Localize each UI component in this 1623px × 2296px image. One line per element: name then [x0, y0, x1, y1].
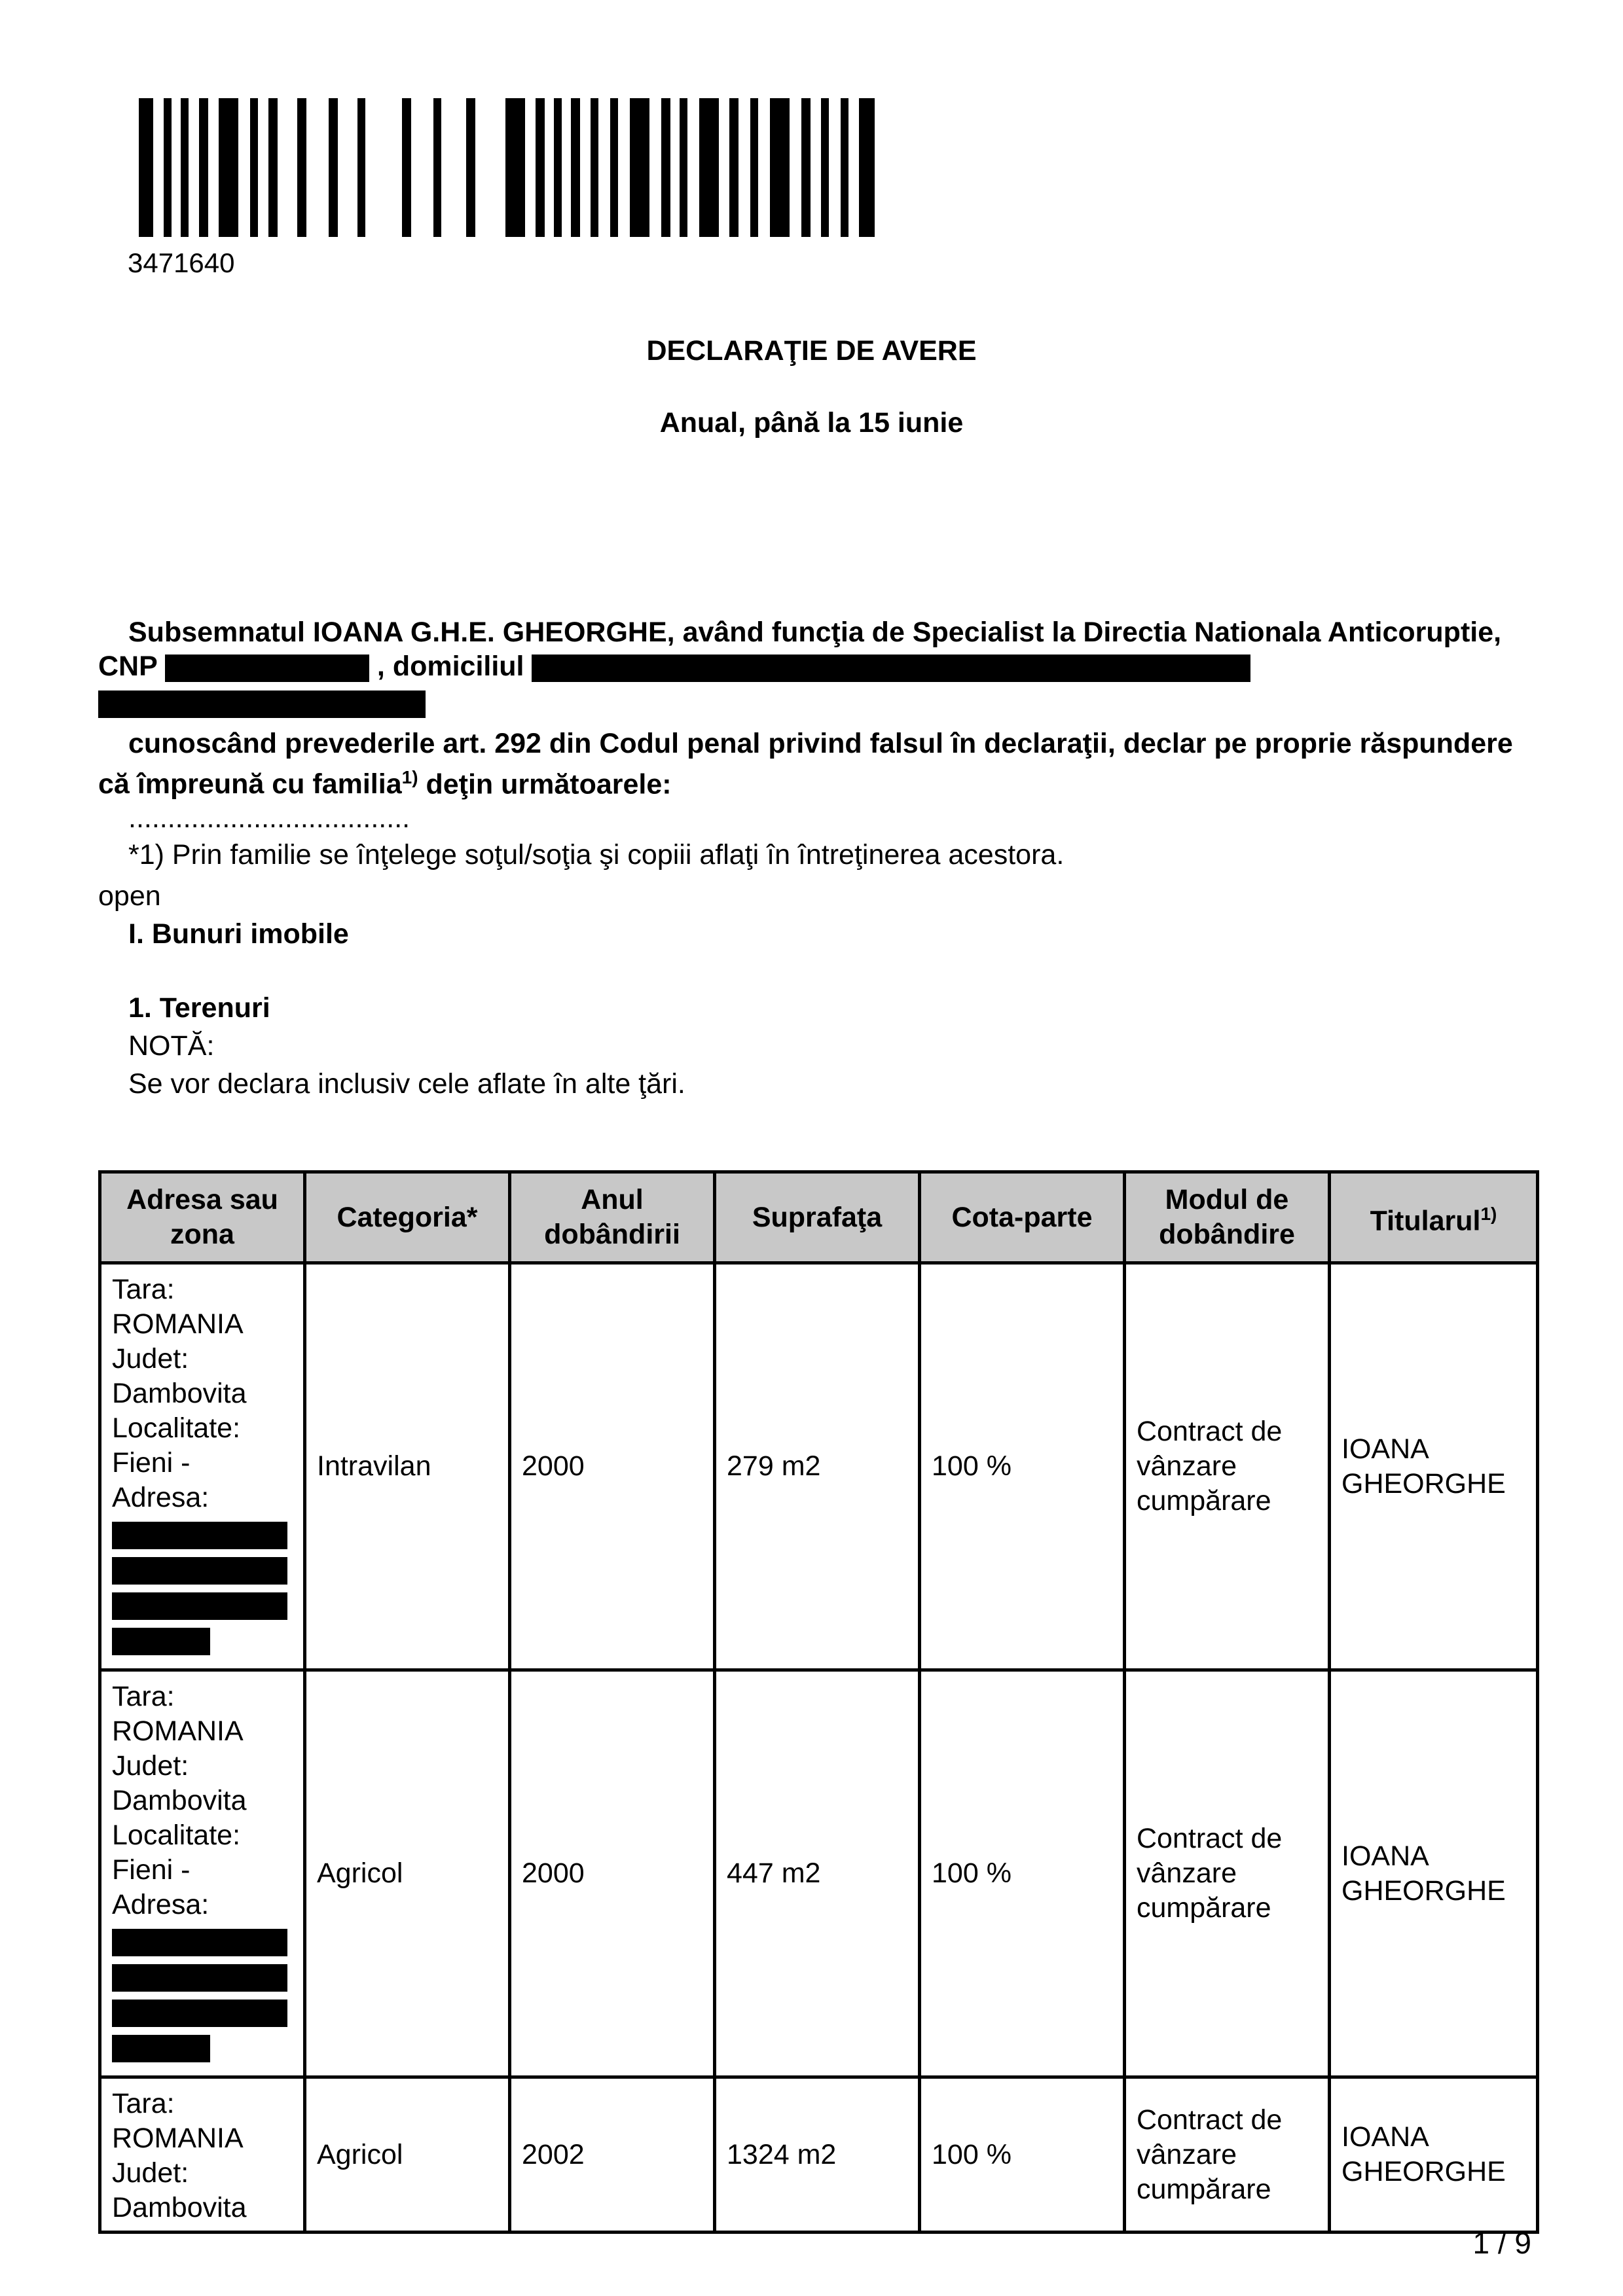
document-title: DECLARAŢIE DE AVERE — [646, 335, 977, 367]
page-number: 1 / 9 — [1472, 2226, 1531, 2260]
address-redaction — [112, 1592, 287, 1620]
subsection-heading: 1. Terenuri — [128, 992, 270, 1024]
address-redaction — [532, 655, 1250, 682]
owner-cell: IOANA GHEORGHE — [1330, 1670, 1538, 2077]
address-redaction — [112, 1929, 287, 1956]
barcode — [139, 98, 882, 237]
col-header-area: Suprafaţa — [715, 1172, 920, 1263]
area-cell: 1324 m2 — [715, 2077, 920, 2233]
year-cell: 2000 — [510, 1263, 715, 1670]
declaration-text: cunoscând prevederile art. 292 din Codul penal privind falsul în declaraţii, declar pe proprie răspundere că împreună cu familia — [98, 728, 1513, 800]
share-cell: 100 % — [920, 1670, 1125, 2077]
category-cell: Agricol — [305, 1670, 510, 2077]
category-cell: Intravilan — [305, 1263, 510, 1670]
col-header-category: Categoria* — [305, 1172, 510, 1263]
col-header-year: Anul dobândirii — [510, 1172, 715, 1263]
table-row — [100, 1263, 1538, 1670]
declaration-text-end: deţin următoarele: — [418, 768, 672, 800]
owner-cell: IOANA GHEORGHE — [1330, 2077, 1538, 2233]
intro-text-1: Subsemnatul IOANA G.H.E. GHEORGHE, având funcţia de Specialist la Directia Nationala Anticoruptie, CNP — [98, 617, 1502, 682]
year-cell: 2002 — [510, 2077, 715, 2233]
area-cell: 279 m2 — [715, 1263, 920, 1670]
share-cell: 100 % — [920, 1263, 1125, 1670]
declaration-paragraph — [98, 726, 1532, 872]
category-cell: Agricol — [305, 2077, 510, 2233]
section-heading: I. Bunuri imobile — [128, 918, 349, 950]
year-cell: 2000 — [510, 1670, 715, 2077]
open-label: open — [98, 880, 161, 912]
note-text: Se vor declara inclusiv cele aflate în alte ţări. — [128, 1068, 685, 1100]
document-subtitle: Anual, până la 15 iunie — [659, 407, 964, 439]
address-redaction-2 — [98, 691, 426, 718]
col-header-address: Adresa sau zona — [100, 1172, 305, 1263]
area-cell: 447 m2 — [715, 1670, 920, 2077]
cnp-redaction — [165, 655, 369, 682]
address-cell: Tara: ROMANIA Judet: Dambovita Localitate: Fieni - Adresa: — [100, 1670, 305, 2077]
address-redaction — [112, 1628, 210, 1655]
address-cell: Tara: ROMANIA Judet: Dambovita — [100, 2077, 305, 2233]
note-label: NOTĂ: — [128, 1030, 215, 1062]
address-redaction — [112, 1557, 287, 1585]
address-redaction — [112, 1522, 287, 1549]
barcode-number: 3471640 — [128, 247, 235, 278]
family-footnote-ref: 1) — [401, 767, 418, 787]
address-cell: Tara: ROMANIA Judet: Dambovita Localitate: Fieni - Adresa: — [100, 1263, 305, 1670]
land-table — [98, 1170, 1539, 2234]
table-row — [100, 2077, 1538, 2233]
address-redaction — [112, 1964, 287, 1992]
mode-cell: Contract de vânzare cumpărare — [1125, 1670, 1330, 2077]
address-redaction — [112, 2000, 287, 2027]
family-footnote: *1) Prin familie se înţelege soţul/soţia şi copiii aflaţi în întreţinerea acestora. — [128, 839, 1065, 871]
col-header-owner: Titularul$^{1)}$ — [1330, 1172, 1538, 1263]
table-header-row — [100, 1172, 1538, 1263]
table-row — [100, 1670, 1538, 2077]
col-header-mode: Modul de dobândire — [1125, 1172, 1330, 1263]
share-cell: 100 % — [920, 2077, 1125, 2233]
mode-cell: Contract de vânzare cumpărare — [1125, 2077, 1330, 2233]
dots-line: .................................... — [128, 802, 410, 834]
owner-cell: IOANA GHEORGHE — [1330, 1263, 1538, 1670]
intro-paragraph — [98, 615, 1532, 718]
intro-text-2: , domiciliul — [376, 651, 524, 682]
mode-cell: Contract de vânzare cumpărare — [1125, 1263, 1330, 1670]
col-header-share: Cota-parte — [920, 1172, 1125, 1263]
address-redaction — [112, 2035, 210, 2062]
